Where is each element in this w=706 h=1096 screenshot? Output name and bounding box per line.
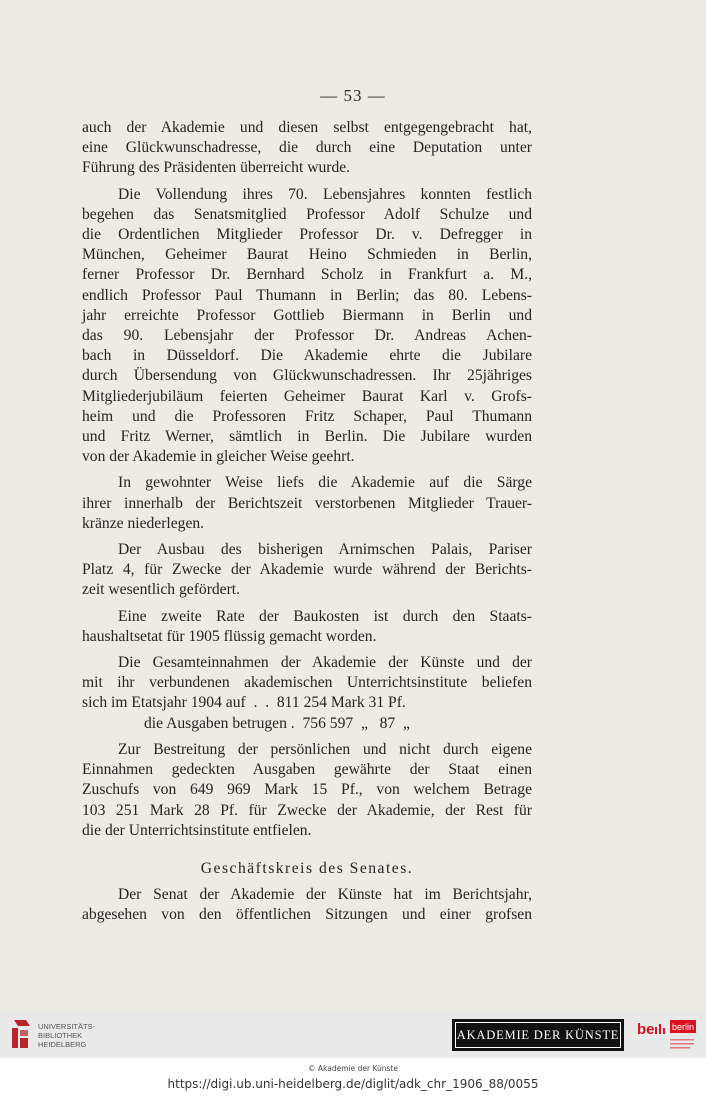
text-line: durch Übersendung von Glückwunschadressen. Ihr 25jähriges — [82, 367, 532, 385]
text-line: endlich Professor Paul Thumann in Berlin; das 80. Lebens- — [82, 286, 532, 304]
text-line: auch der Akademie und diesen selbst entgegengebracht hat, — [82, 119, 532, 136]
text-line: haushaltsetat für 1905 flüssig gemacht worden. — [82, 627, 377, 645]
library-line: HEIDELBERG — [38, 1040, 87, 1049]
income-line: sich im Etatsjahr 1904 auf . . 811 254 Mark 31 Pf. — [82, 694, 406, 712]
text-line: ferner Professor Dr. Bernhard Scholz in Frankfurt a. M., — [82, 266, 532, 284]
paragraph — [82, 118, 532, 179]
text-line: 103 251 Mark 28 Pf. für Zwecke der Akademie, der Rest für — [82, 801, 532, 819]
text-line: zeit wesentlich gefördert. — [82, 581, 241, 599]
text-line: begehen das Senatsmitglied Professor Adolf Schulze und — [82, 205, 532, 223]
paragraph — [82, 185, 532, 468]
text-line: Mitgliederjubiläum feierten Geheimer Baurat Karl v. Grofs- — [82, 387, 532, 405]
berlin-logo[interactable] — [636, 1017, 698, 1053]
body-text — [82, 118, 532, 932]
text-line: Eine zweite Rate der Baukosten ist durch den Staats- — [118, 607, 532, 625]
text-line: Der Senat der Akademie der Künste hat im Berichtsjahr, — [118, 886, 532, 904]
text-line: Einnahmen gedeckten Ausgaben gewährte der Staat einen — [82, 761, 532, 779]
text-line: bach in Düsseldorf. Die Akademie ehrte die Jubilare — [82, 347, 532, 365]
text-line: von der Akademie in gleicher Weise geehrt. — [82, 448, 355, 466]
text-line: Die Gesamteinnahmen der Akademie der Künste und der — [118, 654, 532, 672]
paragraph — [82, 473, 532, 534]
text-line: eine Glückwunschadresse, die durch eine Deputation unter — [82, 139, 532, 157]
text-line: kränze niederlegen. — [82, 514, 205, 532]
text-line: ihrer innerhalb der Berichtszeit verstorbenen Mitglieder Trauer- — [82, 494, 532, 512]
text-line: die Ordentlichen Mitglieder Professor Dr. v. Defregger in — [82, 226, 532, 244]
paragraph — [82, 740, 532, 841]
text-line: Platz 4, für Zwecke der Akademie wurde während der Berichts- — [82, 561, 532, 579]
text-line: Der Ausbau des bisherigen Arnimschen Palais, Pariser — [118, 541, 532, 559]
library-crest-icon — [8, 1016, 34, 1052]
page-number: — 53 — — [320, 86, 386, 105]
text-line: und Fritz Werner, sämtlich in Berlin. Die Jubilare wurden — [82, 428, 532, 446]
library-logo[interactable] — [8, 1016, 128, 1052]
adk-logo[interactable] — [452, 1019, 624, 1051]
paragraph — [82, 540, 532, 601]
text-line: Zur Bestreitung der persönlichen und nicht durch eigene — [118, 740, 532, 758]
text-line: mit ihr verbundenen akademischen Unterrichtsinstitute beliefen — [82, 674, 532, 692]
text-line: Führung des Präsidenten überreicht wurde. — [82, 159, 351, 177]
svg-text:berlin: berlin — [671, 1022, 695, 1032]
svg-text:be: be — [637, 1021, 655, 1038]
text-line: In gewohnter Weise liefs die Akademie auf die Särge — [118, 474, 532, 492]
text-line: heim und die Professoren Fritz Schaper, Paul Thumann — [82, 407, 532, 425]
paragraph — [82, 607, 532, 647]
text-line: jahr erreichte Professor Gottlieb Biermann in Berlin und — [82, 306, 532, 324]
adk-label: AKADEMIE DER KÜNSTE — [455, 1022, 621, 1048]
text-line: Zuschufs von 649 969 Mark 15 Pf., von welchem Betrage — [82, 781, 532, 799]
text-line: abgesehen von den öffentlichen Sitzungen und einer grofsen — [82, 906, 532, 924]
copyright-notice: © Akademie der Künste — [308, 1064, 398, 1073]
paragraph — [82, 885, 532, 925]
source-url[interactable]: https://digi.ub.uni-heidelberg.de/diglit/adk_chr_1906_88/0055 — [167, 1077, 539, 1091]
text-line: Die Vollendung ihres 70. Lebensjahres konnten festlich — [118, 185, 532, 203]
text-line: die der Unterrichtsinstitute entfielen. — [82, 821, 312, 839]
paragraph — [82, 653, 532, 734]
expense-line: die Ausgaben betrugen . 756 597 „ 87 „ — [144, 714, 410, 732]
text-line: München, Geheimer Baurat Heino Schmieden in Berlin, — [82, 246, 532, 264]
library-line: UNIVERSITÄTS- — [38, 1022, 96, 1031]
text-line: das 90. Lebensjahr der Professor Dr. Andreas Achen- — [82, 327, 532, 345]
library-line: BIBLIOTHEK — [38, 1031, 83, 1040]
section-heading: Geschäftskreis des Senates. — [200, 859, 414, 877]
library-name — [38, 1022, 95, 1049]
